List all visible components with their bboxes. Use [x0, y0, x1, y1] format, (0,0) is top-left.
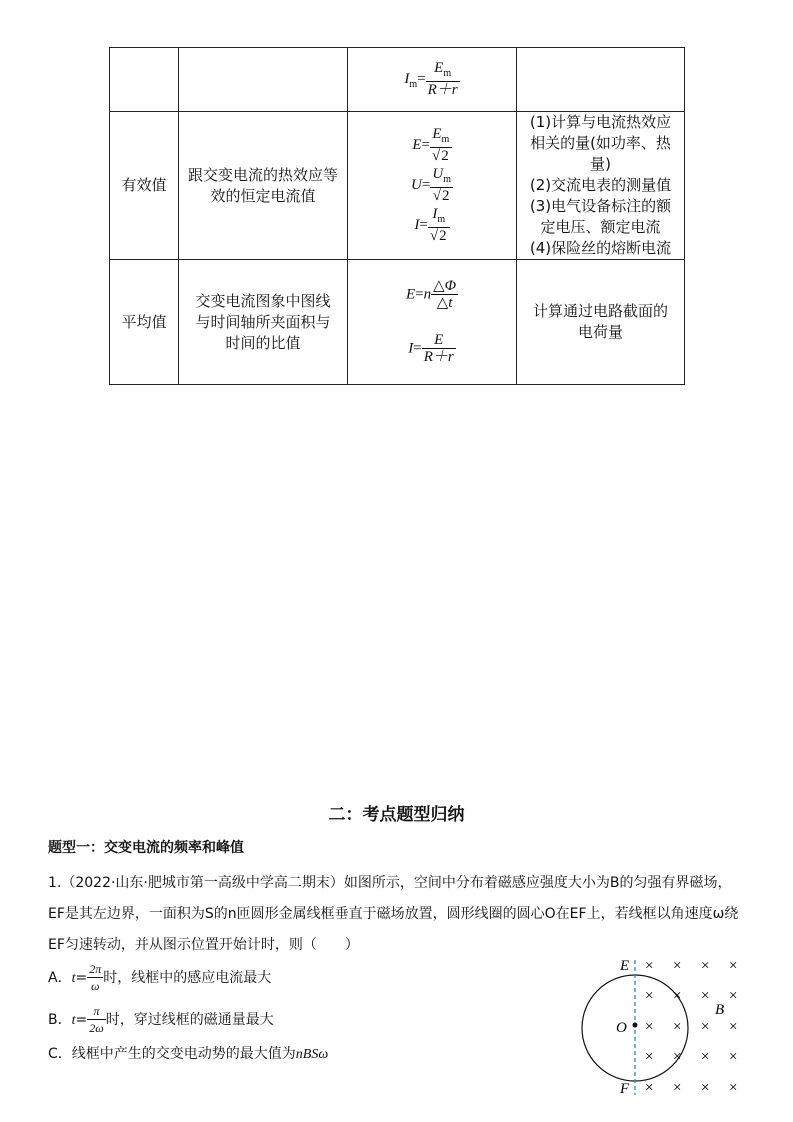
field-cross: × [673, 988, 682, 1004]
label-e: E [620, 958, 630, 974]
field-cross: × [701, 1019, 710, 1035]
field-cross: × [729, 958, 738, 974]
effective-value-formulas: E= $\frac{E_m}{√2}$ U= $\frac{U_m}{√2}$ I= $\frac{I_m}{√2}$ [348, 112, 517, 260]
field-cross: × [673, 1019, 682, 1035]
field-cross: × [729, 1019, 738, 1035]
table-row [110, 112, 685, 260]
label-b: B [715, 1002, 725, 1018]
field-cross: × [673, 958, 682, 974]
field-cross: × [645, 988, 654, 1004]
peak-current-formula: $I_m=$ $\frac{E_m}{R+r}$ [348, 48, 517, 112]
field-cross: × [729, 1080, 738, 1096]
question-type-heading: 题型一：交变电流的频率和峰值 [48, 840, 244, 856]
field-cross: × [645, 958, 654, 974]
row-name [110, 48, 179, 112]
field-cross: × [701, 1049, 710, 1065]
table-row [110, 260, 685, 385]
row-definition: 交变电流图象中图线与时间轴所夹面积与时间的比值 [179, 260, 348, 385]
label-f: F [620, 1081, 630, 1097]
field-cross: × [701, 988, 710, 1004]
field-cross: × [645, 1080, 654, 1096]
label-o: O [616, 1020, 627, 1036]
ac-values-table [109, 47, 685, 385]
field-cross: × [701, 1080, 710, 1096]
average-value-formulas: E=n $\frac{\triangle\Phi}{\triangle t}$ I= $\frac{E}{R+r}$ [348, 260, 517, 385]
option-b: B．t= $\frac{\pi}{2\omega}$ 时，穿过线框的磁通量最大 [48, 1004, 274, 1035]
row-name: 有效值 [110, 112, 179, 260]
center-point [633, 1023, 638, 1028]
magnetic-field-figure [570, 950, 770, 1100]
field-cross: × [673, 1080, 682, 1096]
field-cross: × [729, 988, 738, 1004]
table-row [110, 48, 685, 112]
option-a: A．t= $\frac{2\pi}{\omega}$ 时，线框中的感应电流最大 [48, 962, 272, 993]
section-title: 二：考点题型归纳 [328, 805, 465, 825]
field-cross: × [645, 1019, 654, 1035]
row-name: 平均值 [110, 260, 179, 385]
row-definition: 跟交变电流的热效应等效的恒定电流值 [179, 112, 348, 260]
field-cross: × [645, 1049, 654, 1065]
field-cross: × [701, 958, 710, 974]
row-usage: 计算通过电路截面的电荷量 [517, 260, 685, 385]
field-cross: × [673, 1049, 682, 1065]
question-stem: 1.（2022·山东·肥城市第一高级中学高二期末）如图所示，空间中分布着磁感应强度大小为B的匀强有界磁场，EF是其左边界，一面积为S的n匝圆形金属线框垂直于磁场放置，圆形线圈的圆心O在EF上，若线框以角速度ω绕EF匀速转动，并从图示位置开始计时，则（ ） [48, 875, 739, 953]
row-usage: (1)计算与电流热效应相关的量(如功率、热量) (2)交流电表的测量值 (3)电气设备标注的额定电压、额定电流 (4)保险丝的熔断电流 [517, 112, 685, 260]
row-definition [179, 48, 348, 112]
field-cross: × [729, 1049, 738, 1065]
row-usage [517, 48, 685, 112]
option-c: C．线框中产生的交变电动势的最大值为nBSω [48, 1046, 329, 1062]
